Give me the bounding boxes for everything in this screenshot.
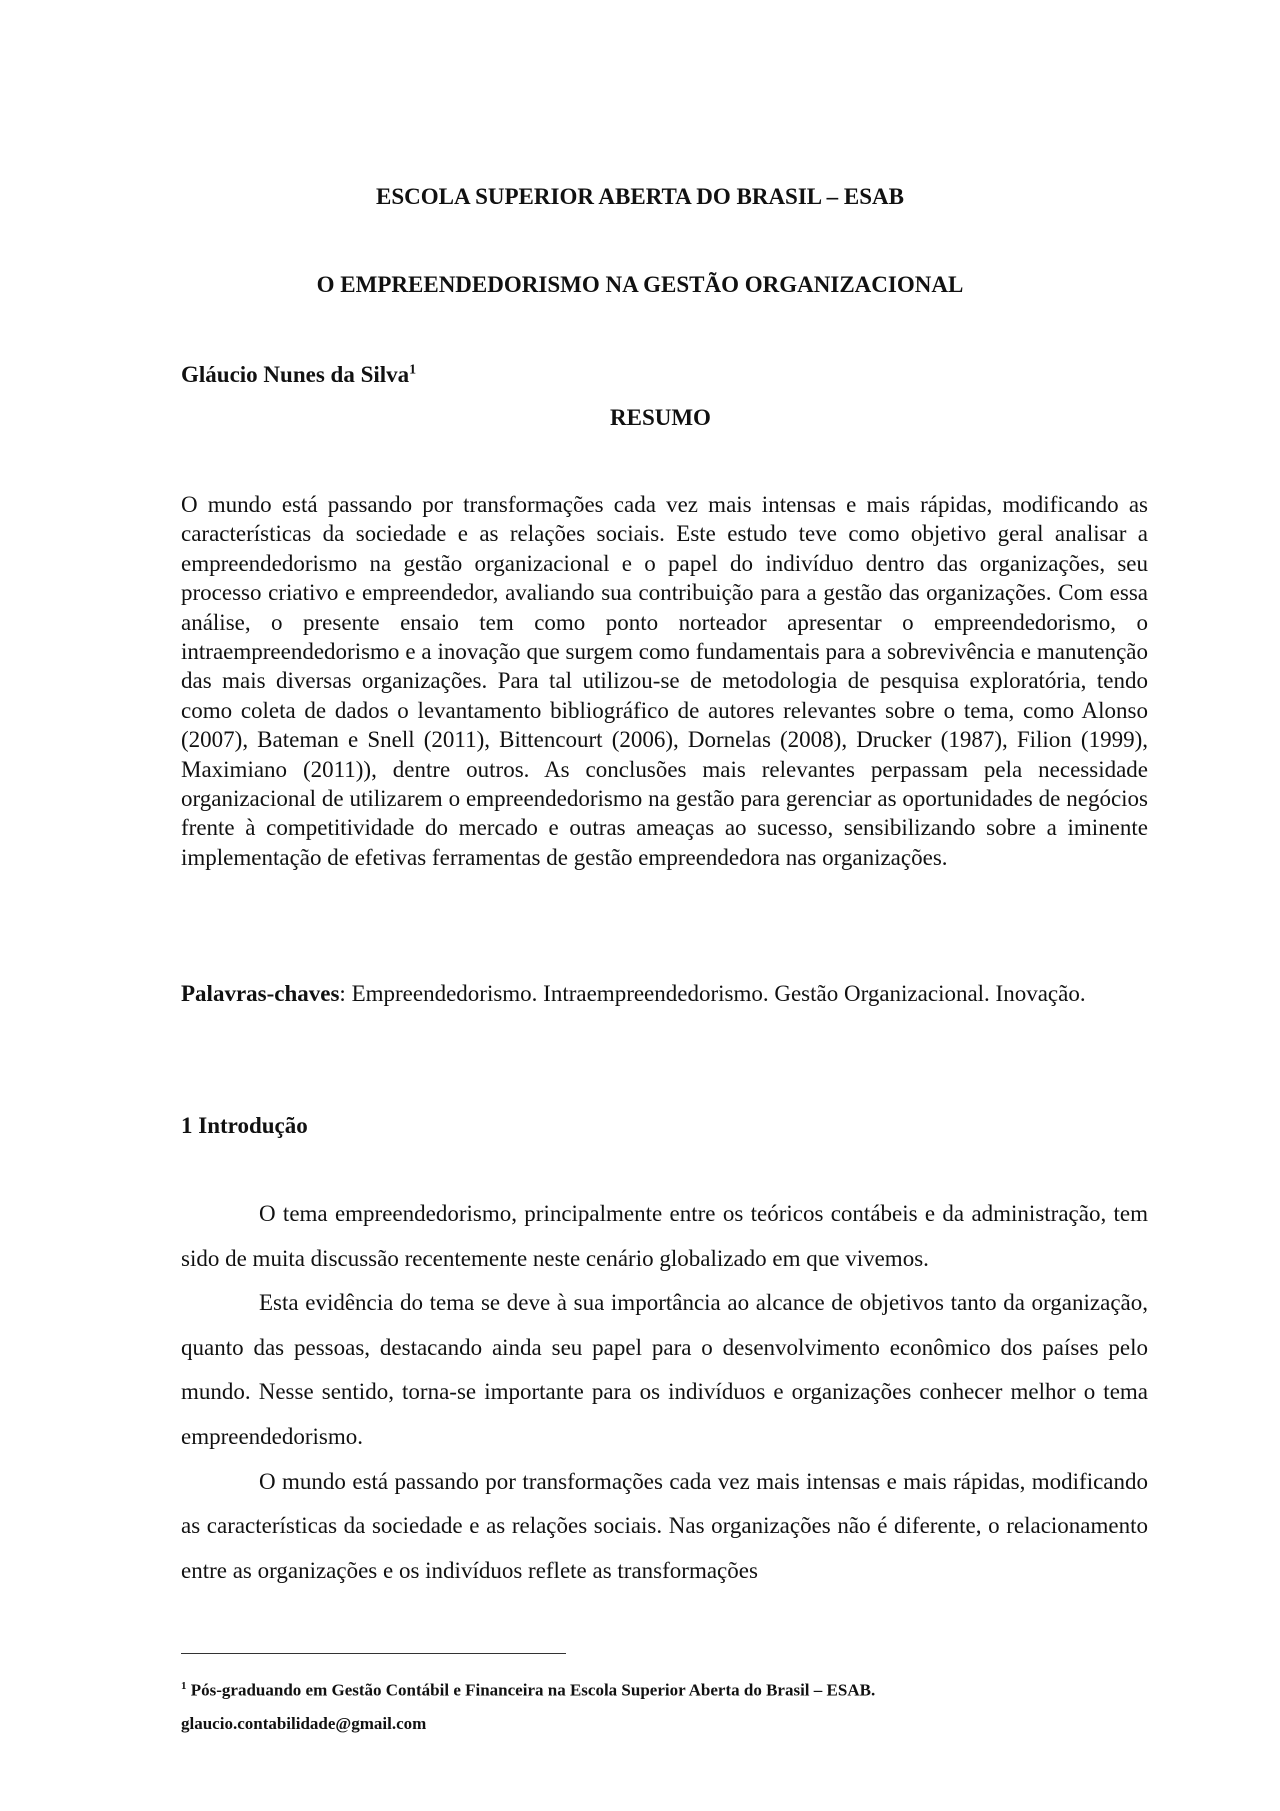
footnote-line: [181, 1670, 875, 1707]
footnote-mark: 1: [181, 1680, 187, 1692]
institution-name: ESCOLA SUPERIOR ABERTA DO BRASIL – ESAB: [376, 184, 904, 209]
body-paragraph: O tema empreendedorismo, principalmente entre os teóricos contábeis e da administração, tem sido de muita discussão recentemente neste cenário globalizado em que vivemos.: [181, 1201, 1148, 1271]
author-name-text: Gláucio Nunes da Silva: [181, 362, 410, 387]
author-name: [181, 362, 416, 388]
keywords: Palavras-chaves: Empreendedorismo. Intraempreendedorismo. Gestão Organizacional. Inovação.: [181, 981, 1086, 1006]
paper-title: O EMPREENDEDORISMO NA GESTÃO ORGANIZACIONAL: [316, 272, 964, 297]
author-footnote-mark: 1: [409, 362, 417, 378]
footnote: [181, 1670, 875, 1740]
keywords-list: Empreendedorismo. Intraempreendedorismo. Gestão Organizacional. Inovação.: [345, 981, 1086, 1006]
footnote-divider: [181, 1653, 566, 1654]
body-paragraph: Esta evidência do tema se deve à sua importância ao alcance de objetivos tanto da organização, quanto das pessoas, destacando ainda seu papel para o desenvolvimento econômico dos países pelo mundo. Nesse sentido, torna-se importante para os indivíduos e organizações conhecer melhor o tema empreendedorismo.: [181, 1290, 1148, 1449]
keywords-label: Palavras-chaves: [181, 981, 340, 1006]
footnote-email: glaucio.contabilidade@gmail.com: [181, 1713, 427, 1733]
section-heading: 1 Introdução: [181, 1113, 308, 1138]
abstract-heading: RESUMO: [610, 405, 711, 430]
footnote-text: Pós-graduando em Gestão Contábil e Financeira na Escola Superior Aberta do Brasil – ESAB.: [186, 1680, 876, 1700]
abstract-text: O mundo está passando por transformações cada vez mais intensas e mais rápidas, modificando as características da sociedade e as relações sociais. Este estudo teve como objetivo geral analisar a empreendedorismo na gestão organizacional e o papel do indivíduo dentro das organizações, seu processo criativo e empreendedor, avaliando sua contribuição para a gestão das organizações. Com essa análise, o presente ensaio tem como ponto norteador apresentar o empreendedorismo, o intraempreendedorismo e a inovação que surgem como fundamentais para a sobrevivência e manutenção das mais diversas organizações. Para tal utilizou-se de metodologia de pesquisa exploratória, tendo como coleta de dados o levantamento bibliográfico de autores relevantes sobre o tema, como Alonso (2007), Bateman e Snell (2011), Bittencourt (2006), Dornelas (2008), Drucker (1987), Filion (1999), Maximiano (2011)), dentre outros. As conclusões mais relevantes perpassam pela necessidade organizacional de utilizarem o empreendedorismo na gestão para gerenciar as oportunidades de negócios frente à competitividade do mercado e outras ameaças ao sucesso, sensibilizando sobre a iminente implementação de efetivas ferramentas de gestão empreendedora nas organizações.: [181, 492, 1148, 870]
body-paragraph: O mundo está passando por transformações cada vez mais intensas e mais rápidas, modificando as características da sociedade e as relações sociais. Nas organizações não é diferente, o relacionamento entre as organizações e os indivíduos reflete as transformações: [181, 1468, 1148, 1583]
section-body: [181, 1192, 1148, 1593]
